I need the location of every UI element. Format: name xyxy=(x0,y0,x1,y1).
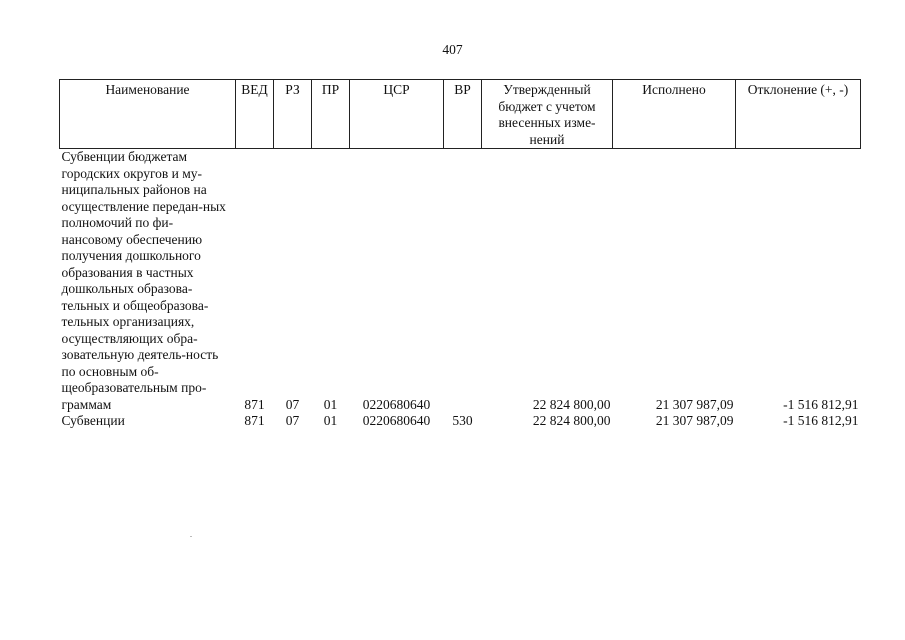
row-ved: 871 xyxy=(244,413,265,428)
row-rz: 07 xyxy=(285,396,300,412)
row-name: Субвенции бюджетам городских округов и му-ниципальных районов на осуществление передан-ных полномочий по фи-нансовому обеспечению получения дошкольного образования в частных дошкольных образова-тельных и общеобразова-тельных организациях, осуществляющих обра-зовательную деятель-ность по основным об-щеобразовательным про-граммам xyxy=(61,149,226,412)
row-vr: 530 xyxy=(452,413,473,428)
header-deviation: Отклонение (+, -) xyxy=(736,80,861,149)
header-csr: ЦСР xyxy=(350,80,444,149)
row-executed: 21 307 987,09 xyxy=(655,396,734,412)
row-approved: 22 824 800,00 xyxy=(532,396,611,412)
page-number: 407 xyxy=(442,42,463,57)
table-header-row xyxy=(60,80,861,149)
row-pr: 01 xyxy=(323,413,338,428)
header-approved: Утвержденный бюджет с учетом внесенных изме-нений xyxy=(482,80,613,149)
row-name: Субвенции xyxy=(61,413,125,428)
table-row xyxy=(60,413,861,430)
row-csr: 0220680640 xyxy=(362,413,431,428)
row-executed: 21 307 987,09 xyxy=(655,413,734,428)
row-rz: 07 xyxy=(285,413,300,428)
header-name: Наименование xyxy=(60,80,236,149)
row-deviation: -1 516 812,91 xyxy=(783,413,859,428)
row-deviation: -1 516 812,91 xyxy=(783,396,859,412)
row-ved: 871 xyxy=(244,396,265,412)
header-vr: ВР xyxy=(444,80,482,149)
budget-table xyxy=(59,79,861,430)
header-pr: ПР xyxy=(312,80,350,149)
row-approved: 22 824 800,00 xyxy=(532,413,611,428)
header-executed: Исполнено xyxy=(613,80,736,149)
row-pr: 01 xyxy=(323,396,338,412)
header-ved: ВЕД xyxy=(236,80,274,149)
table-row xyxy=(60,149,861,414)
scan-mark xyxy=(190,536,192,537)
row-csr: 0220680640 xyxy=(362,396,431,412)
header-rz: РЗ xyxy=(274,80,312,149)
row-vr xyxy=(444,149,482,414)
